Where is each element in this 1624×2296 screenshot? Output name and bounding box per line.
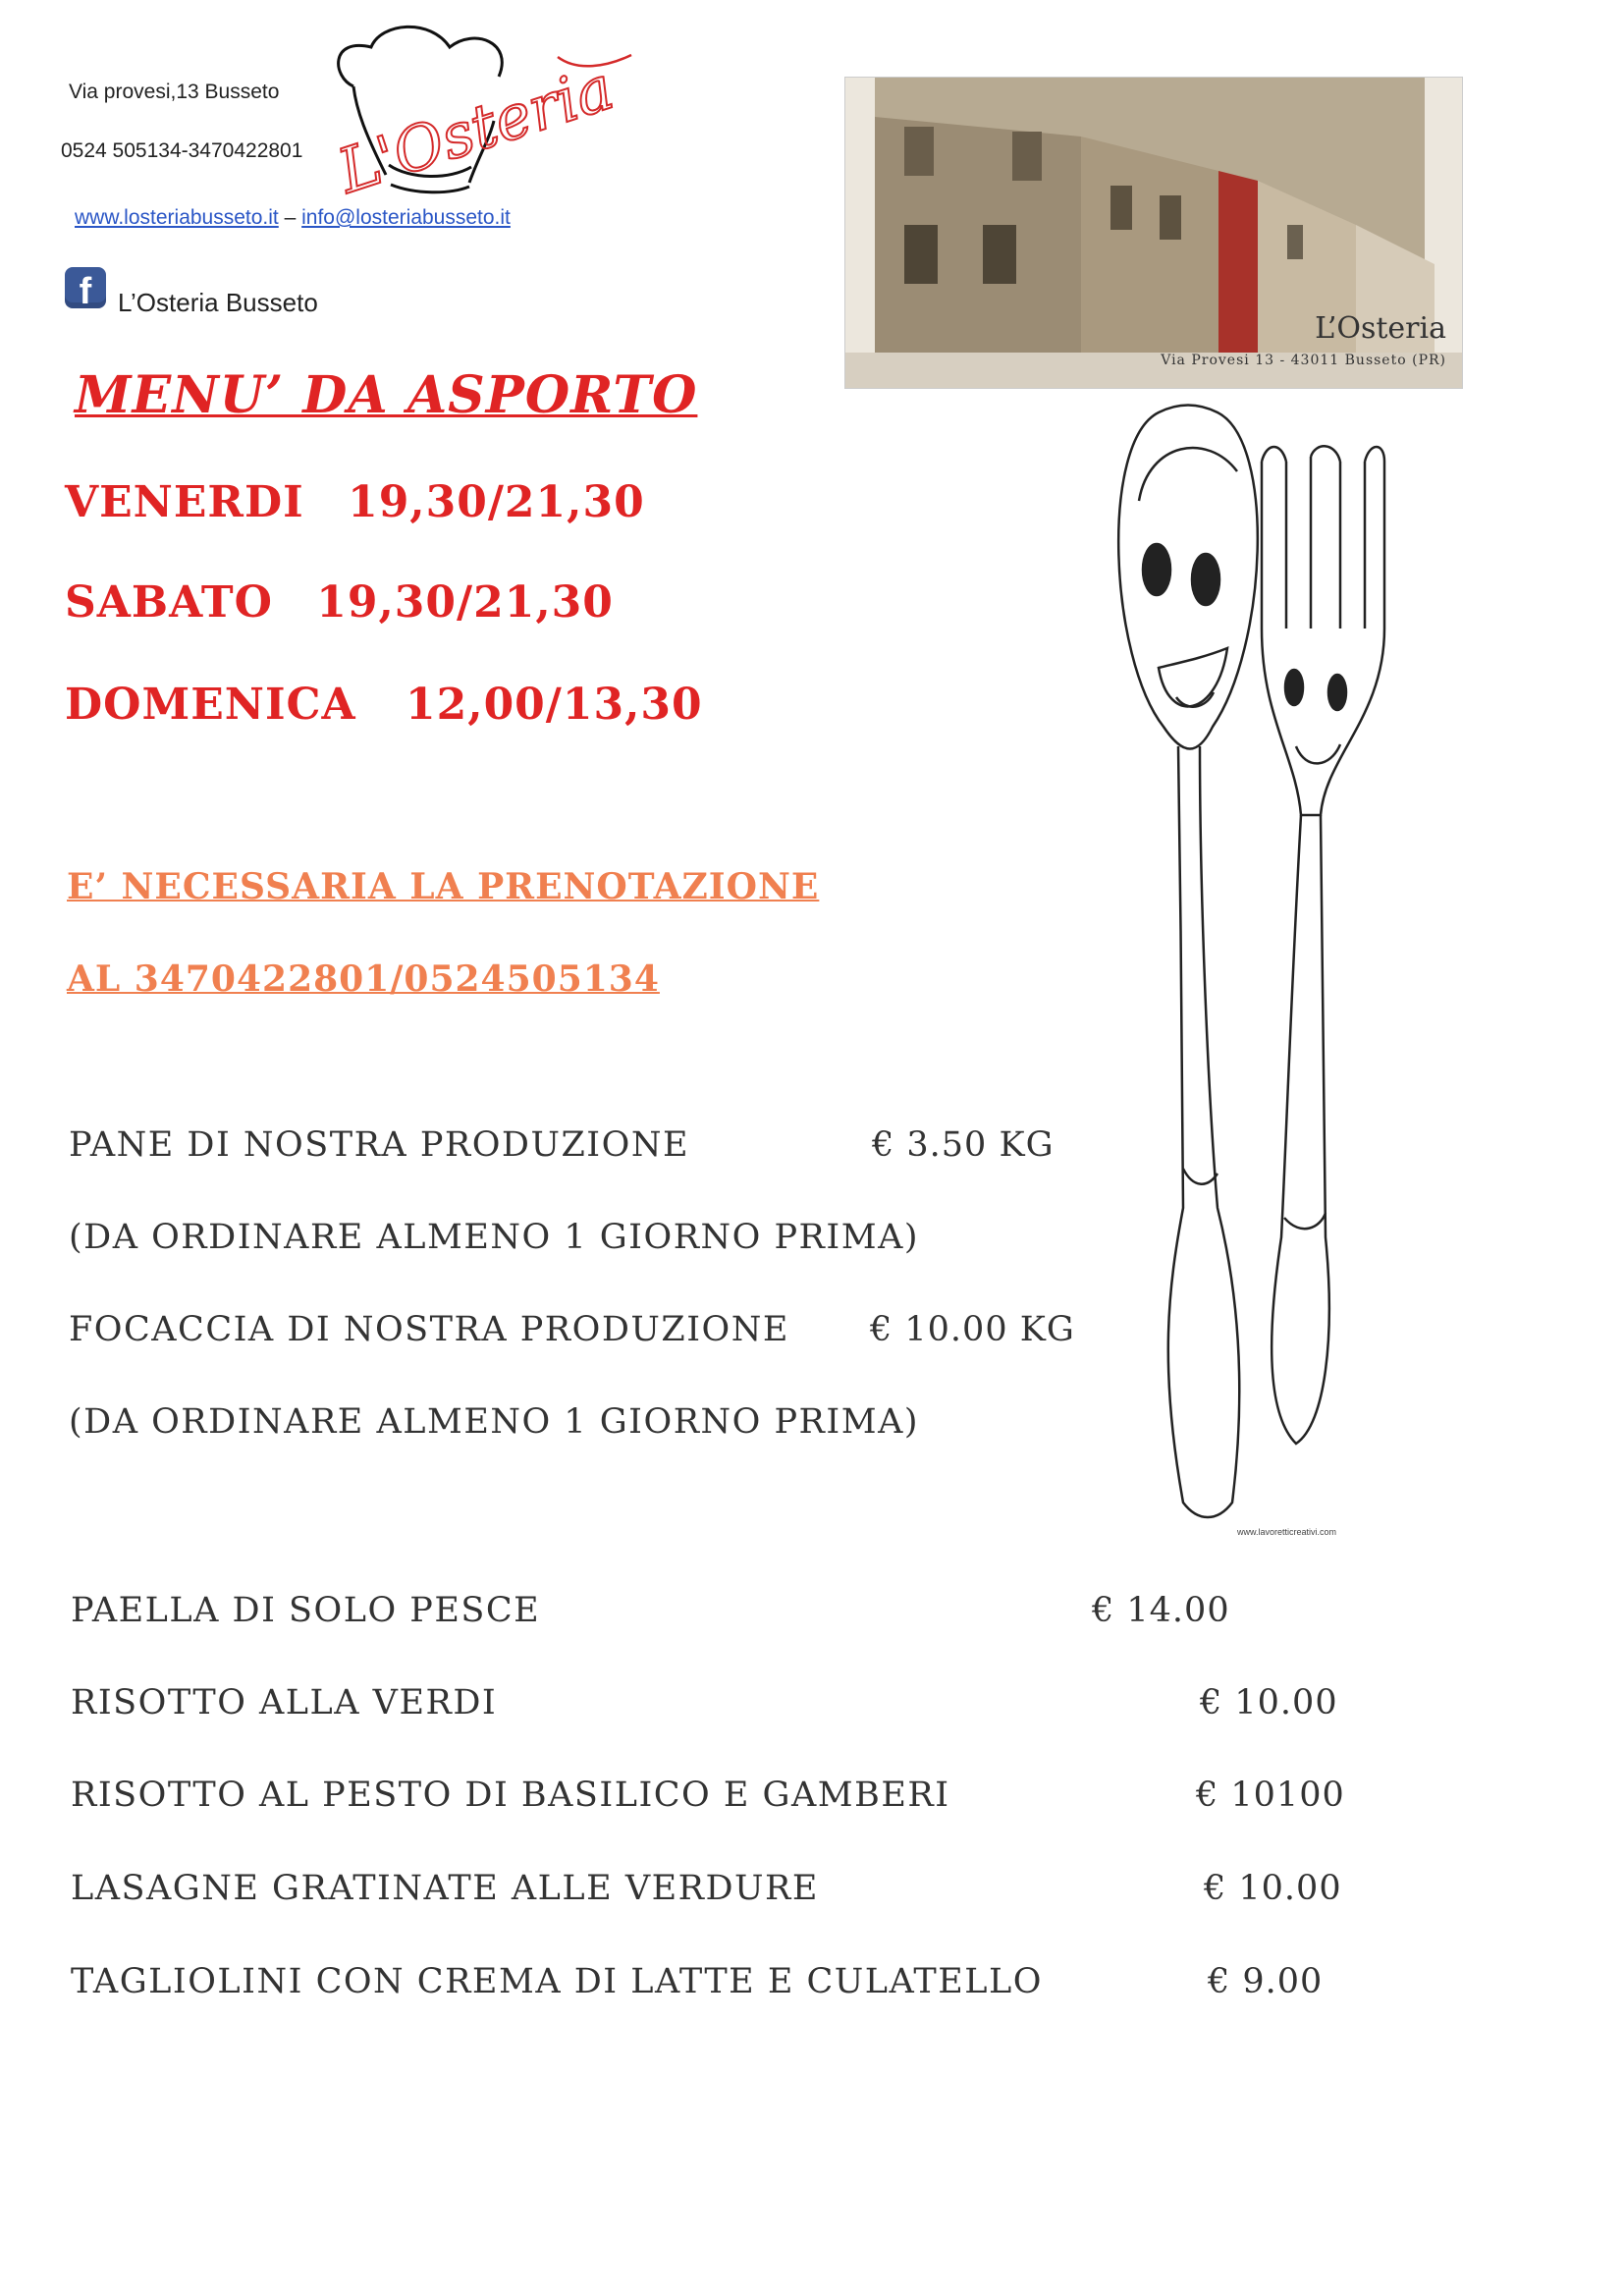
- dish-name: RISOTTO ALLA VERDI: [71, 1683, 498, 1722]
- day-label: VENERDI: [65, 477, 304, 527]
- dish-name: RISOTTO AL PESTO DI BASILICO E GAMBERI: [71, 1776, 950, 1815]
- focaccia-item-price: € 10.00 KG: [870, 1310, 1075, 1349]
- restaurant-photo: [844, 77, 1463, 389]
- website-link[interactable]: www.losteriabusseto.it: [75, 206, 279, 229]
- dish-price: € 10.00: [1200, 1683, 1338, 1722]
- photo-caption: L’Osteria: [1315, 311, 1446, 346]
- menu-title: MENU’ DA ASPORTO: [75, 365, 698, 425]
- focaccia-item-name: FOCACCIA DI NOSTRA PRODUZIONE: [69, 1310, 789, 1349]
- reservation-phone: AL 3470422801/0524505134: [67, 958, 660, 1000]
- bread-item-price: € 3.50 KG: [872, 1125, 1055, 1165]
- facebook-label: L’Osteria Busseto: [118, 288, 318, 317]
- hours-friday: [65, 477, 645, 527]
- bread-item-name: PANE DI NOSTRA PRODUZIONE: [69, 1125, 689, 1165]
- osteria-logo: [312, 18, 636, 214]
- dish-price: € 9.00: [1208, 1962, 1324, 2001]
- dish-name: TAGLIOLINI CON CREMA DI LATTE E CULATELLO: [71, 1962, 1043, 2001]
- phone-numbers: 0524 505134-3470422801: [61, 139, 303, 162]
- email-link[interactable]: info@losteriabusseto.it: [301, 206, 511, 229]
- focaccia-order-note: (DA ORDINARE ALMENO 1 GIORNO PRIMA): [69, 1402, 919, 1442]
- spoon-icon: [1118, 406, 1258, 1518]
- time-label: 19,30/21,30: [348, 477, 645, 527]
- link-separator: –: [278, 206, 302, 229]
- day-label: SABATO: [65, 577, 273, 628]
- photo-subcaption: Via Provesi 13 - 43011 Busseto (PR): [1161, 353, 1446, 368]
- facebook-icon[interactable]: f: [65, 267, 106, 308]
- reservation-notice: E’ NECESSARIA LA PRENOTAZIONE: [67, 866, 820, 907]
- time-label: 12,00/13,30: [406, 680, 703, 730]
- dish-price: € 14.00: [1092, 1591, 1230, 1630]
- dish-name: PAELLA DI SOLO PESCE: [71, 1591, 541, 1630]
- dish-price: € 10.00: [1204, 1869, 1342, 1908]
- spoon-and-fork-illustration: [1090, 403, 1404, 1552]
- time-label: 19,30/21,30: [316, 577, 614, 628]
- dish-price: € 10100: [1196, 1776, 1345, 1815]
- day-label: DOMENICA: [65, 680, 356, 730]
- svg-text:L'Osteria: L'Osteria: [329, 51, 623, 207]
- bread-order-note: (DA ORDINARE ALMENO 1 GIORNO PRIMA): [69, 1218, 919, 1257]
- address: Via provesi,13 Busseto: [69, 81, 280, 103]
- illustration-credit: www.lavoretticreativi.com: [1237, 1527, 1337, 1537]
- hours-saturday: [65, 577, 614, 628]
- hours-sunday: [65, 680, 703, 730]
- dish-name: LASAGNE GRATINATE ALLE VERDURE: [71, 1869, 819, 1908]
- fork-icon: [1262, 446, 1384, 1444]
